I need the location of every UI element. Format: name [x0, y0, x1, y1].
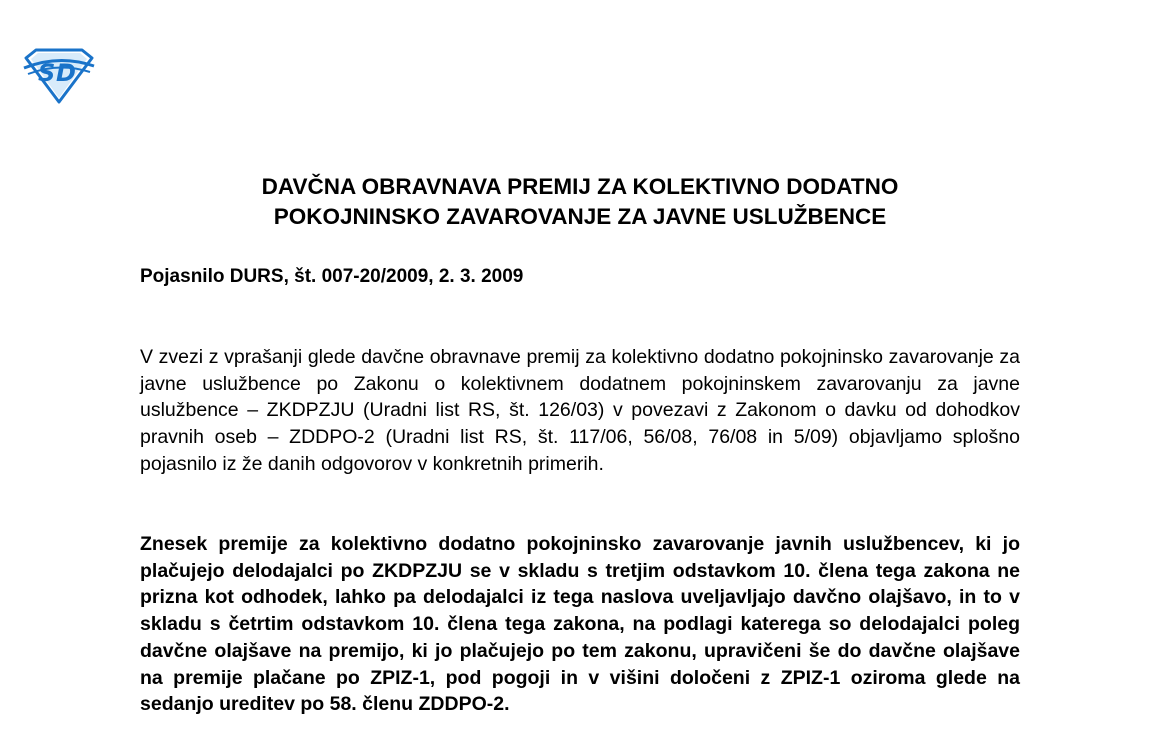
title-line-1: DAVČNA OBRAVNAVA PREMIJ ZA KOLEKTIVNO DODATNO — [261, 174, 899, 199]
svg-text:S: S — [38, 59, 56, 87]
paragraph-bold: Znesek premije za kolektivno dodatno pokojninsko zavarovanje javnih uslužbencev, ki jo plačujejo delodajalci po ZKDPZJU se v skladu s tretjim odstavkom 10. člena tega zakona ne prizna kot odhodek, lahko pa delodajalci iz tega naslova uveljavljajo davčno olajšavo, in to v skladu s četrtim odstavkom 10. člena tega zakona, na podlagi katerega so delodajalci poleg davčne olajšave na premijo, ki jo plačujejo po tem zakonu, upravičeni še do davčne olajšave na premije plačane po ZPIZ-1, pod pogoji in v višini določeni z ZPIZ-1 oziroma glede na sedanjo ureditev po 58. členu ZDDPO-2. — [140, 533, 1020, 716]
svg-text:D: D — [56, 59, 76, 87]
reference-line: Pojasnilo DURS, št. 007-20/2009, 2. 3. 2009 — [140, 266, 524, 287]
document-title — [140, 172, 1020, 232]
paragraph-intro: V zvezi z vprašanji glede davčne obravnave premij za kolektivno dodatno pokojninsko zavarovanje za javne uslužbence po Zakonu o kolektivnem dodatnem pokojninskem zavarovanju za javne uslužbence – ZKDPZJU (Uradni list RS, št. 126/03) v povezavi z Zakonom o davku od dohodkov pravnih oseb – ZDDPO-2 (Uradni list RS, št. 117/06, 56/08, 76/08 in 5/09) objavljamo splošno pojasnilo iz že danih odgovorov v konkretnih primerih. — [140, 346, 1020, 475]
title-line-2: POKOJNINSKO ZAVAROVANJE ZA JAVNE USLUŽBENCE — [273, 204, 887, 229]
sd-shield-logo-icon — [22, 48, 96, 104]
